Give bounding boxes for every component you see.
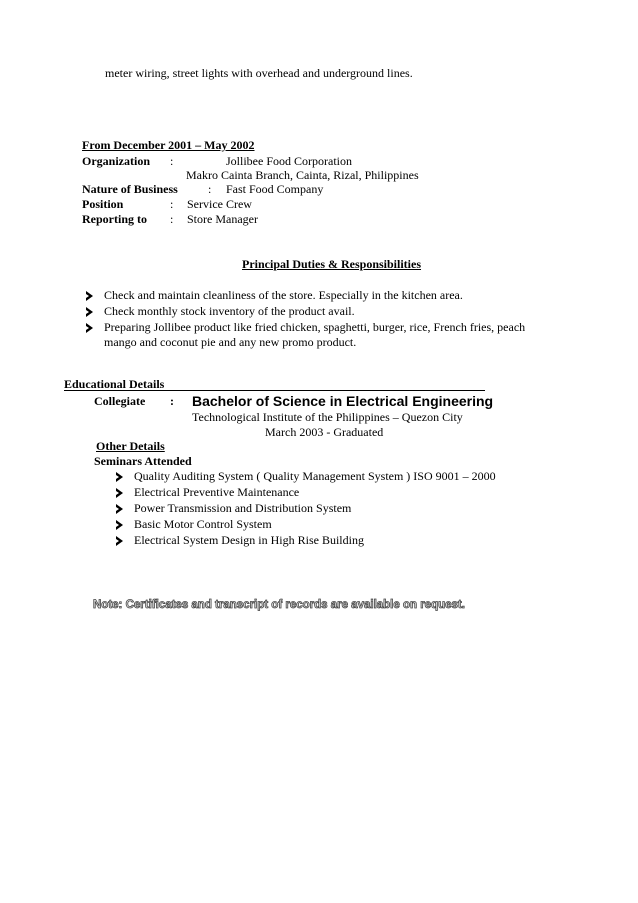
organization-colon: :	[170, 154, 174, 168]
business-label: Nature of Business	[82, 182, 178, 196]
position-value: Service Crew	[187, 197, 252, 211]
position-colon: :	[170, 197, 174, 211]
position-label: Position	[82, 197, 124, 211]
arrow-bullet-icon	[116, 488, 123, 498]
employment-period: From December 2001 – May 2002	[82, 138, 255, 152]
reporting-label: Reporting to	[82, 212, 147, 226]
seminar-item: Electrical System Design in High Rise Building	[134, 533, 364, 547]
organization-branch: Makro Cainta Branch, Cainta, Rizal, Philippines	[186, 168, 419, 182]
seminar-item: Power Transmission and Distribution System	[134, 501, 352, 515]
school-name: Technological Institute of the Philippines – Quezon City	[192, 410, 463, 424]
seminar-item: Basic Motor Control System	[134, 517, 272, 531]
collegiate-label: Collegiate	[94, 394, 146, 408]
collegiate-colon: :	[170, 394, 174, 408]
intro-line: meter wiring, street lights with overhead and underground lines.	[105, 66, 413, 80]
duty-item: Check and maintain cleanliness of the store. Especially in the kitchen area.	[104, 288, 463, 302]
seminars-label: Seminars Attended	[94, 454, 192, 468]
arrow-bullet-icon	[86, 307, 93, 317]
business-value: Fast Food Company	[226, 182, 324, 196]
duty-item: Preparing Jollibee product like fried chicken, spaghetti, burger, rice, French fries, peach	[104, 320, 526, 334]
education-heading: Educational Details	[64, 377, 165, 391]
other-details-heading: Other Details	[96, 439, 165, 453]
degree-title: Bachelor of Science in Electrical Engineering	[192, 393, 494, 409]
arrow-bullet-icon	[86, 323, 93, 333]
reporting-colon: :	[170, 212, 174, 226]
seminar-item: Quality Auditing System ( Quality Management System ) ISO 9001 – 2000	[134, 469, 496, 483]
duty-item: Check monthly stock inventory of the product avail.	[104, 304, 355, 318]
organization-value: Jollibee Food Corporation	[226, 154, 352, 168]
seminar-item: Electrical Preventive Maintenance	[134, 485, 300, 499]
duty-item-continuation: mango and coconut pie and any new promo product.	[104, 335, 357, 349]
education-heading-rule	[64, 390, 485, 391]
arrow-bullet-icon	[116, 520, 123, 530]
business-colon: :	[208, 182, 212, 196]
arrow-bullet-icon	[116, 472, 123, 482]
arrow-bullet-icon	[116, 536, 123, 546]
arrow-bullet-icon	[116, 504, 123, 514]
reporting-value: Store Manager	[187, 212, 258, 226]
graduation-date: March 2003 - Graduated	[265, 425, 384, 439]
certificates-note: Note: Certificates and transcript of records are available on request.	[93, 599, 465, 611]
organization-label: Organization	[82, 154, 150, 168]
duties-heading: Principal Duties & Responsibilities	[242, 257, 422, 271]
arrow-bullet-icon	[86, 291, 93, 301]
